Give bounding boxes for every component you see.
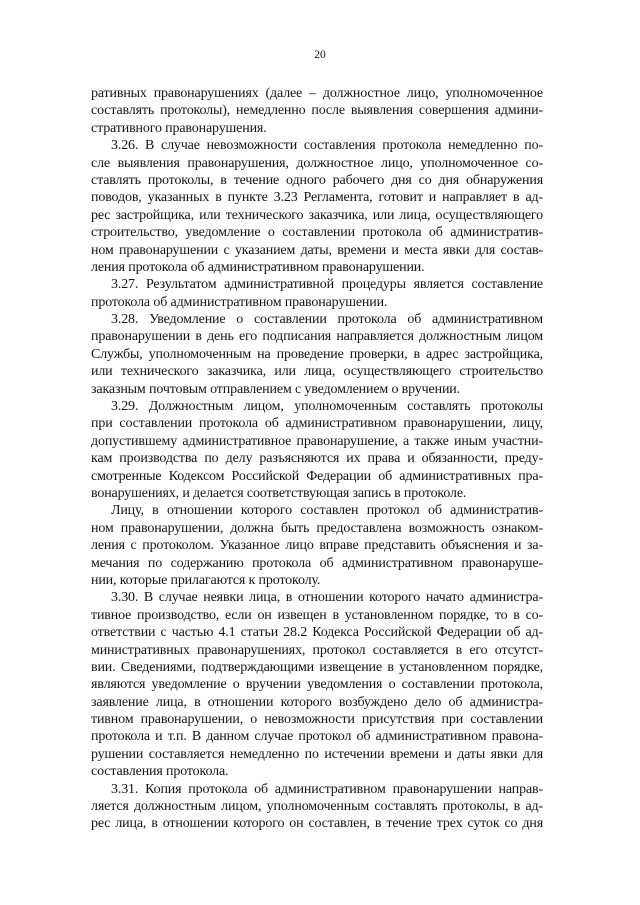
text-line: ления с протоколом. Указанное лицо вправе представить объяснения и за-: [91, 538, 543, 554]
text-line: являются уведомление о вручении уведомления о составлении протокола,: [91, 677, 543, 693]
text-line: ративных правонарушениях (далее – должностное лицо, уполномоченное: [91, 86, 543, 101]
page-number: 20: [314, 49, 326, 61]
document-body: [91, 85, 543, 833]
paragraph-3-27: [91, 276, 543, 311]
paragraph-3-29-b: [91, 502, 543, 589]
text-line: заявление лица, в отношении которого возбуждено дело об администра-: [91, 694, 543, 710]
text-line: ляется должностным лицом, уполномоченным составлять протоколы, в ад-: [91, 799, 543, 815]
text-line: вонарушениях, и делается соответствующая запись в протоколе.: [91, 485, 467, 501]
text-line: 3.31. Копия протокола об административном правонарушении направ-: [111, 781, 543, 797]
text-line: тивном правонарушении, о невозможности присутствия при составлении: [91, 712, 543, 728]
text-line: ответствии с частью 4.1 статьи 28.2 Кодекса Российской Федерации об ад-: [91, 625, 543, 641]
text-line: Лицу, в отношении которого составлен протокол об административ-: [111, 503, 543, 519]
paragraph-continuation: [91, 85, 543, 137]
text-line: при составлении протокола об административном правонарушении, лицу,: [91, 416, 543, 432]
text-line: Службы, уполномоченным на проведение проверки, в адрес застройщика,: [91, 346, 543, 362]
text-line: заказным почтовым отправлением с уведомлением о вручении.: [91, 381, 460, 397]
text-line: 3.28. Уведомление о составлении протокола об административном: [111, 312, 543, 328]
text-line: 3.27. Результатом административной процедуры является составление: [111, 277, 543, 293]
text-line: поводов, указанных в пункте 3.23 Регламента, готовит и направляет в ад-: [91, 190, 543, 206]
paragraph-3-29: [91, 398, 543, 502]
text-line: кам производства по делу разъясняются их права и обязанности, преду-: [91, 451, 543, 467]
text-line: составлять протоколы), немедленно после выявления совершения админи-: [91, 103, 543, 119]
text-line: нии, которые прилагаются к протоколу.: [91, 572, 321, 588]
paragraph-3-28: [91, 311, 543, 398]
text-line: рес застройщика, или технического заказчика, или лица, осуществляющего: [91, 207, 543, 223]
text-line: 3.29. Должностным лицом, уполномоченным составлять протоколы: [111, 399, 543, 415]
text-line: 3.26. В случае невозможности составления протокола немедленно по-: [111, 138, 543, 154]
text-line: министративных правонарушениях, протокол составляется в его отсутст-: [91, 642, 543, 658]
text-line: строительство, уведомление о составлении протокола об административ-: [91, 225, 543, 241]
text-line: сле выявления правонарушения, должностное лицо, уполномоченное со-: [91, 155, 543, 171]
text-line: ном правонарушении, должна быть предоставлена возможность ознаком-: [91, 520, 543, 536]
text-line: ставлять протоколы, в течение одного рабочего дня со дня обнаружения: [91, 172, 543, 188]
text-line: протокола и т.п. В данном случае протокол об административном правона-: [91, 729, 543, 745]
text-line: ном правонарушении с указанием даты, времени и места явки для состав-: [91, 242, 543, 258]
text-line: допустившему административное правонарушение, а также иным участни-: [91, 433, 543, 449]
text-line: 3.30. В случае неявки лица, в отношении которого начато администра-: [111, 590, 543, 606]
paragraph-3-26: [91, 137, 543, 276]
text-line: стративного правонарушения.: [91, 120, 267, 136]
paragraph-3-31: [91, 781, 543, 833]
text-line: тивное производство, если он извещен в установленном порядке, то в со-: [91, 607, 543, 623]
paragraph-3-30: [91, 589, 543, 780]
text-line: смотренные Кодексом Российской Федерации об административных пра-: [91, 468, 543, 484]
text-line: составления протокола.: [91, 764, 229, 780]
text-line: или технического заказчика, или лица, осуществляющего строительство: [91, 364, 543, 380]
text-line: ления протокола об административном правонарушении.: [91, 259, 425, 275]
text-line: рушении составляется немедленно по истечении времени и даты явки для: [91, 746, 543, 762]
text-line: протокола об административном правонарушении.: [91, 294, 388, 310]
text-line: мечания по содержанию протокола об административном правонаруше-: [91, 555, 543, 571]
text-line: вии. Сведениями, подтверждающими извещение в установленном порядке,: [91, 659, 543, 675]
text-line: правонарушении в день его подписания направляется должностным лицом: [91, 329, 543, 345]
text-line: рес лица, в отношении которого он составлен, в течение трех суток со дня: [91, 816, 543, 832]
